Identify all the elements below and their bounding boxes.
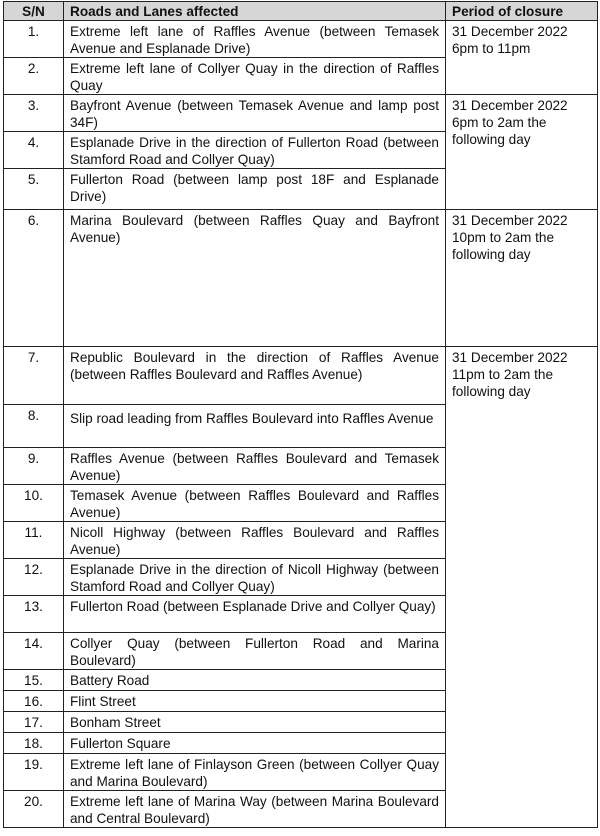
- row-road: Marina Boulevard (between Raffles Quay and Bayfront Avenue): [64, 210, 446, 347]
- table-row: [4, 21, 598, 58]
- row-sn: 10.: [4, 485, 64, 522]
- row-road: Raffles Avenue (between Raffles Boulevard and Temasek Avenue): [64, 448, 446, 485]
- table-row: [4, 347, 598, 405]
- row-road: Republic Boulevard in the direction of Raffles Avenue (between Raffles Boulevard and Raffles Avenue): [64, 347, 446, 405]
- row-sn: 7.: [4, 347, 64, 405]
- row-road: Bonham Street: [64, 712, 446, 733]
- row-sn: 19.: [4, 754, 64, 791]
- row-sn: 1.: [4, 21, 64, 58]
- row-road: Fullerton Road (between Esplanade Drive and Collyer Quay): [64, 596, 446, 633]
- row-sn: 9.: [4, 448, 64, 485]
- row-sn: 17.: [4, 712, 64, 733]
- row-road: Extreme left lane of Marina Way (between Marina Boulevard and Central Boulevard): [64, 791, 446, 828]
- row-sn: 4.: [4, 132, 64, 169]
- table-row: [4, 95, 598, 132]
- header-roads: Roads and Lanes affected: [64, 2, 446, 21]
- period-cell: 31 December 2022 10pm to 2am the following day: [446, 210, 598, 347]
- period-cell: 31 December 2022 11pm to 2am the following day: [446, 347, 598, 828]
- row-sn: 13.: [4, 596, 64, 633]
- table-row: [4, 210, 598, 347]
- row-sn: 11.: [4, 522, 64, 559]
- row-road: Collyer Quay (between Fullerton Road and Marina Boulevard): [64, 633, 446, 670]
- road-closure-table: [3, 1, 598, 828]
- row-road: Temasek Avenue (between Raffles Boulevard and Raffles Avenue): [64, 485, 446, 522]
- header-period: Period of closure: [446, 2, 598, 21]
- row-road: Bayfront Avenue (between Temasek Avenue and lamp post 34F): [64, 95, 446, 132]
- row-sn: 8.: [4, 405, 64, 448]
- row-sn: 16.: [4, 691, 64, 712]
- row-road: Fullerton Square: [64, 733, 446, 754]
- row-road: Esplanade Drive in the direction of Nicoll Highway (between Stamford Road and Collyer Quay): [64, 559, 446, 596]
- row-road: Fullerton Road (between lamp post 18F and Esplanade Drive): [64, 169, 446, 210]
- row-sn: 18.: [4, 733, 64, 754]
- period-cell: 31 December 2022 6pm to 11pm: [446, 21, 598, 95]
- row-sn: 2.: [4, 58, 64, 95]
- row-road: Nicoll Highway (between Raffles Boulevard and Raffles Avenue): [64, 522, 446, 559]
- row-sn: 15.: [4, 670, 64, 691]
- row-sn: 12.: [4, 559, 64, 596]
- header-sn: S/N: [4, 2, 64, 21]
- row-road: Extreme left lane of Collyer Quay in the direction of Raffles Quay: [64, 58, 446, 95]
- row-road: Flint Street: [64, 691, 446, 712]
- table-header-row: [4, 2, 598, 21]
- row-road: Battery Road: [64, 670, 446, 691]
- row-sn: 5.: [4, 169, 64, 210]
- row-sn: 14.: [4, 633, 64, 670]
- row-sn: 6.: [4, 210, 64, 347]
- row-sn: 20.: [4, 791, 64, 828]
- row-road: Extreme left lane of Raffles Avenue (between Temasek Avenue and Esplanade Drive): [64, 21, 446, 58]
- row-road: Extreme left lane of Finlayson Green (between Collyer Quay and Marina Boulevard): [64, 754, 446, 791]
- period-cell: 31 December 2022 6pm to 2am the following day: [446, 95, 598, 210]
- row-road: Esplanade Drive in the direction of Fullerton Road (between Stamford Road and Collyer Quay): [64, 132, 446, 169]
- row-road: Slip road leading from Raffles Boulevard into Raffles Avenue: [64, 405, 446, 448]
- row-sn: 3.: [4, 95, 64, 132]
